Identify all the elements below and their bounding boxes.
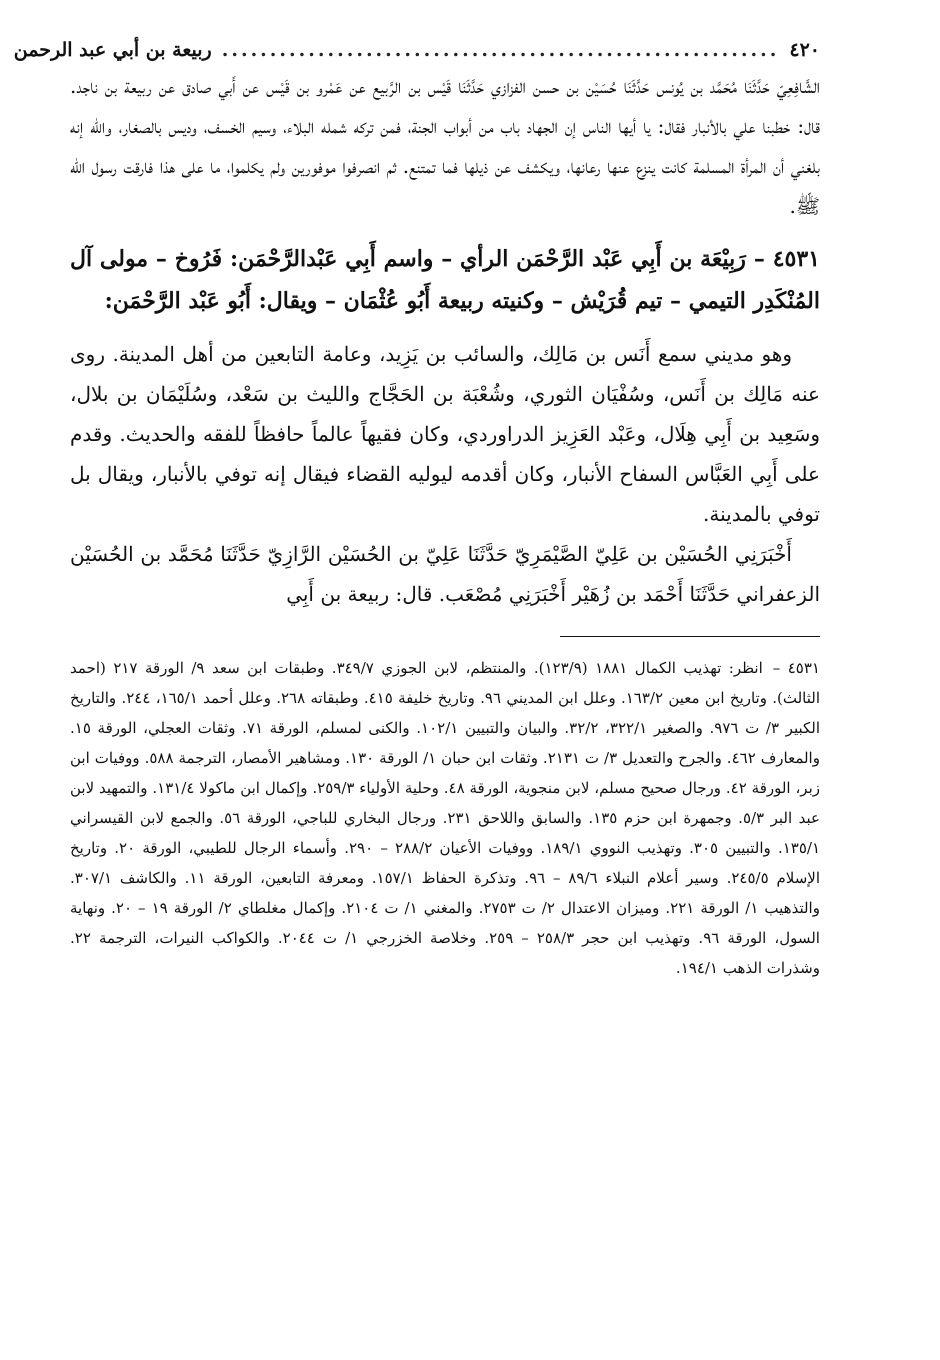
footnote-number: ٤٥٣١ –: [772, 659, 820, 677]
page-number: ٤٢٠: [789, 39, 820, 61]
main-text: [70, 66, 820, 614]
top-paragraph: الشَّافِعِيّ حَدَّثَنَا مُحَمَّد بن يُونس حَدَّثَنَا حُسَيْن بن حسن الفزازي حَدَّثَنَا قَيْس بن الرَّبيع عن عَمْرو بن قَيْس عن أَبي صادق عن ربيعة بن ناجد. قال: خطبنا علي بالأنبار فقال: يا أيها الناس إن الجهاد باب من أبواب الجنة، فمن تركه شمله البلاء، وسيم الخسف، وديس بالصغار، والله إنه بلغني أن المرأة المسلمة كانت ينزع عنها رعانها، ويكشف عن ذيلها فما تمتنع. ثم انصرفوا موفورين ولم يكلموا، ما على هذا فارقت رسول الله ﷺ.: [70, 74, 820, 218]
isnad-paragraph: أَخْبَرَنِي الحُسَيْن بن عَلِيّ الصَّيْمَرِيّ حَدَّثَنَا عَلِيّ بن الحُسَيْن الرَّازِيّ حَدَّثَنَا مُحَمَّد بن الحُسَيْن الزعفراني حَدَّثَنَا أَحْمَد بن زُهَيْر أَخْبَرَنِي مُصْعَب. قال: ربيعة بن أَبِي: [70, 542, 820, 606]
entry-heading-text: رَبِيْعَة بن أَبِي عَبْد الرَّحْمَن الرأي – واسم أَبِي عَبْدالرَّحْمَن: فَرُوخ – مولى آل المُنْكَدِر التيمي – تيم قُرَيْش – وكنيته ربيعة أَبُو عُثْمَان – ويقال: أَبُو عَبْد الرَّحْمَن:: [70, 246, 820, 314]
entry-number: ٤٥٣١ –: [753, 246, 820, 272]
running-header: [13, 36, 820, 66]
footnote: [70, 653, 820, 983]
header-leader-dots: ..........................................................: [221, 39, 780, 61]
entry-heading: [70, 238, 820, 322]
biography-paragraph: وهو مديني سمع أَنَس بن مَالِك، والسائب بن يَزِيد، وعامة التابعين من أهل المدينة. روى عنه مَالِك بن أَنَس، وسُفْيَان الثوري، وشُعْبَة بن الحَجَّاج والليث بن سَعْد، وسُلَيْمَان بن بلال، وسَعِيد بن أَبِي هِلَال، وعَبْد العَزِيز الدراوردي، وكان فقيهاً عالماً حافظاً للفقه والحديث. وقدم على أَبِي العَبَّاس السفاح الأنبار، وكان أقدمه ليوليه القضاء فيقال إنه توفي بالأنبار، ويقال بل توفي بالمدينة.: [70, 342, 820, 526]
footnote-text: انظر: تهذيب الكمال ١٨٨١ (١٢٣/٩). والمنتظم، لابن الجوزي ٣٤٩/٧. وطبقات ابن سعد ٩/ الورقة ٢١٧ (احمد الثالث). وتاريخ ابن معين ١٦٣/٢. وعلل ابن المديني ٩٦. وتاريخ خليفة ٤١٥. وطبقاته ٢٦٨. وعلل أحمد ١٦٥/١، ٢٤٤. والتاريخ الكبير ٣/ ت ٩٧٦. والصغير ٣٢٢/١، ٣٢/٢. والبيان والتبيين ١٠٢/١. والكنى لمسلم، الورقة ٧١. وثقات العجلي، الورقة ١٥. والمعارف ٤٦٢. والجرح والتعديل ٣/ ت ٢١٣١. وثقات ابن حبان ١/ الورقة ١٣٠. ومشاهير الأمصار، الترجمة ٥٨٨. ووفيات ابن زبر، الورقة ٤٢. ورجال صحيح مسلم، لابن منجوية، الورقة ٤٨. وحلية الأولياء ٢٥٩/٣. وإكمال ابن ماكولا ١٣١/٤. والتمهيد لابن عبد البر ٥/٣. وجمهرة ابن حزم ١٣٥. والسابق واللاحق ٢٣١. ورجال البخاري للباجي، الورقة ٥٦. والجمع لابن القيسراني ١٣٥/١. والتبيين ٣٠٥. وتهذيب النووي ١٨٩/١. ووفيات الأعيان ٢٨٨/٢ – ٢٩٠. وأسماء الرجال للطيبي، الورقة ٢٠. وتاريخ الإسلام ٢٤٥/٥. وسير أعلام النبلاء ٨٩/٦ – ٩٦. وتذكرة الحفاظ ١٥٧/١. ومعرفة التابعين، الورقة ١١. والكاشف ٣٠٧/١. والتذهيب ١/ الورقة ٢٢١. وميزان الاعتدال ٢/ ت ٢٧٥٣. والمغني ١/ ت ٢١٠٤. وإكمال مغلطاي ٢/ الورقة ١٩ – ٢٠. ونهاية السول، الورقة ٩٦. وتهذيب ابن حجر ٢٥٨/٣ – ٢٥٩. وخلاصة الخزرجي ١/ ت ٢٠٤٤. والكواكب النيرات، الترجمة ٢٢. وشذرات الذهب ١٩٤/١.: [70, 659, 821, 977]
running-title: ربيعة بن أبي عبد الرحمن: [13, 39, 212, 61]
footnote-separator: [560, 636, 820, 637]
document-page: [13, 36, 821, 1340]
